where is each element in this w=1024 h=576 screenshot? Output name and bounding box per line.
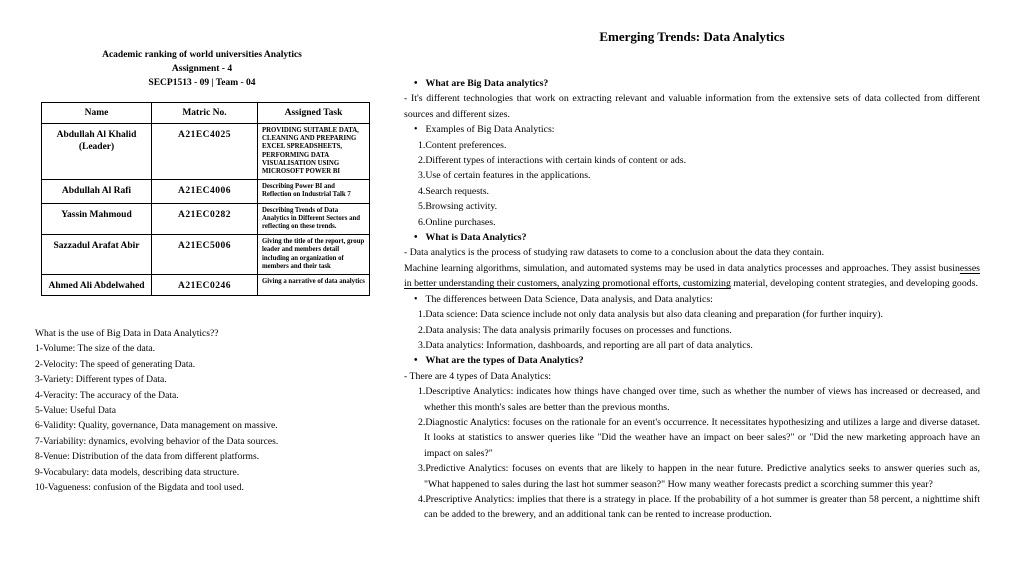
- list-item: 2-Velocity: The speed of generating Data.: [35, 358, 196, 370]
- left-column: [35, 48, 375, 496]
- column-header-name: Name: [42, 103, 152, 124]
- member-matric: A21EC4025: [152, 124, 258, 180]
- list-item: 8-Venue: Distribution of the data from different platforms.: [35, 451, 260, 463]
- list-item: 6-Validity: Quality, governance, Data management on massive.: [35, 420, 278, 432]
- numbered-item: 5.Browsing activity.: [418, 201, 498, 213]
- ml-paragraph: [404, 261, 980, 292]
- member-task: Describing Trends of Data Analytics in Different Sectors and reflecting on these trends.: [258, 203, 370, 235]
- table-row: [42, 235, 370, 275]
- big-data-list-title: What is the use of Big Data in Data Analytics??: [35, 328, 219, 340]
- column-header-matric: Matric No.: [152, 103, 258, 124]
- right-content: [404, 76, 980, 523]
- assignment-title: Academic ranking of world universities Analytics: [102, 50, 302, 60]
- column-header-task: Assigned Task: [258, 103, 370, 124]
- table-row: [42, 275, 370, 296]
- list-item: 5-Value: Useful Data: [35, 405, 116, 417]
- right-column: [404, 28, 980, 523]
- member-task: Describing Power BI and Reflection on Industrial Talk 7: [258, 180, 370, 203]
- numbered-item: 4.Prescriptive Analytics: implies that there is a strategy in place. If the probability of a hot summer is greater than 58 percent, a nighttime shift can be added to the brewery, and an additional tank can be rented to increase production.: [418, 493, 980, 521]
- numbered-item: 3.Predictive Analytics: focuses on events that are likely to happen in the near future. Predictive analytics seeks to answer queries such as, "What happened to sales during the last hot summer season?" How many weather forecasts predict a scorching summer this year?: [418, 463, 980, 490]
- assignment-header: [35, 48, 369, 90]
- member-name: Yassin Mahmoud: [42, 203, 152, 235]
- list-item: 7-Variability: dynamics, evolving behavior of the Data sources.: [35, 435, 279, 447]
- list-item: 4-Veracity: The accuracy of the Data.: [35, 389, 179, 401]
- member-task: PROVIDING SUITABLE DATA, CLEANING AND PREPARING EXCEL SPREADSHEETS, PERFORMING DATA VISUALISATION USING MICROSOFT POWER BI: [258, 124, 370, 180]
- examples-heading: • Examples of Big Data Analytics:: [404, 122, 980, 137]
- numbered-item: 4.Search requests.: [418, 185, 490, 197]
- member-name: Abdullah Al Khalid (Leader): [42, 124, 152, 180]
- list-item: 1-Volume: The size of the data.: [35, 343, 156, 355]
- numbered-item: 2.Data analysis: The data analysis primarily focuses on processes and functions.: [418, 324, 732, 336]
- member-matric: A21EC5006: [152, 235, 258, 275]
- types-intro: - There are 4 types of Data Analytics:: [404, 370, 551, 382]
- question-heading-data-analytics: • What is Data Analytics?: [404, 230, 980, 245]
- member-matric: A21EC0282: [152, 203, 258, 235]
- list-item: 9-Vocabulary: data models, describing data structure.: [35, 466, 240, 478]
- course-team-line: SECP1513 - 09 | Team - 04: [148, 78, 256, 88]
- member-name: Ahmed Ali Abdelwahed: [42, 275, 152, 296]
- paragraph-text: Machine learning algorithms, simulation, and automated systems may be used in data analytics processes and approaches. They assist busin: [404, 262, 960, 274]
- numbered-item: 2.Different types of interactions with certain kinds of content or ads.: [418, 155, 687, 167]
- big-data-v-list: [35, 326, 375, 495]
- assignment-number: Assignment - 4: [171, 64, 233, 74]
- numbered-item: 3.Use of certain features in the applications.: [418, 170, 591, 182]
- table-row: [42, 203, 370, 235]
- answer-paragraph: - Data analytics is the process of studying raw datasets to come to a conclusion about the data they contain.: [404, 247, 825, 259]
- numbered-item: 2.Diagnostic Analytics: focuses on the rationale for an event's occurrence. It necessitates hypothesizing and utilizes a large and diverse dataset. It looks at statistics to answer queries like "Did the weather have an impact on beer sales?" or "Did the new marketing approach have an impact on sales?": [418, 416, 980, 459]
- numbered-item: 3.Data analytics: Information, dashboards, and reporting are all part of data analytics.: [418, 339, 753, 351]
- member-matric: A21EC4006: [152, 180, 258, 203]
- underlined-text: esses in better understanding their customers, analyzing promotional efforts, customizing: [404, 262, 980, 290]
- table-row: [42, 124, 370, 180]
- numbered-item: 1.Data science: Data science include not only data analysis but also data cleaning and preparation (for further inquiry).: [418, 309, 883, 321]
- table-row: [42, 180, 370, 203]
- member-task: Giving a narrative of data analytics: [258, 275, 370, 296]
- team-members-table: [41, 102, 370, 296]
- member-task: Giving the title of the report, group leader and members detail including an organization of members and their task: [258, 235, 370, 275]
- list-item: 3-Variety: Different types of Data.: [35, 374, 167, 386]
- member-matric: A21EC0246: [152, 275, 258, 296]
- list-item: 10-Vagueness: confusion of the Bigdata and tool used.: [35, 482, 244, 494]
- member-name: Sazzadul Arafat Abir: [42, 235, 152, 275]
- page-title: Emerging Trends: Data Analytics: [599, 29, 785, 44]
- answer-paragraph: - It's different technologies that work on extracting relevant and valuable information from the extensive sets of data collected from different sources and different sizes.: [404, 93, 980, 120]
- member-name: Abdullah Al Rafi: [42, 180, 152, 203]
- numbered-item: 1.Content preferences.: [418, 139, 507, 151]
- question-heading-types: • What are the types of Data Analytics?: [404, 353, 980, 368]
- numbered-item: 6.Online purchases.: [418, 216, 496, 228]
- numbered-item: 1.Descriptive Analytics: indicates how things have changed over time, such as whether the number of views has increased or decreased, and whether this month's sales are better than the previous months.: [418, 386, 980, 413]
- differences-heading: • The differences between Data Science, Data analysis, and Data analytics:: [404, 292, 980, 307]
- table-header-row: [42, 103, 370, 124]
- question-heading-big-data: • What are Big Data analytics?: [404, 76, 980, 91]
- paragraph-text: material, developing content strategies, and developing goods.: [730, 278, 978, 290]
